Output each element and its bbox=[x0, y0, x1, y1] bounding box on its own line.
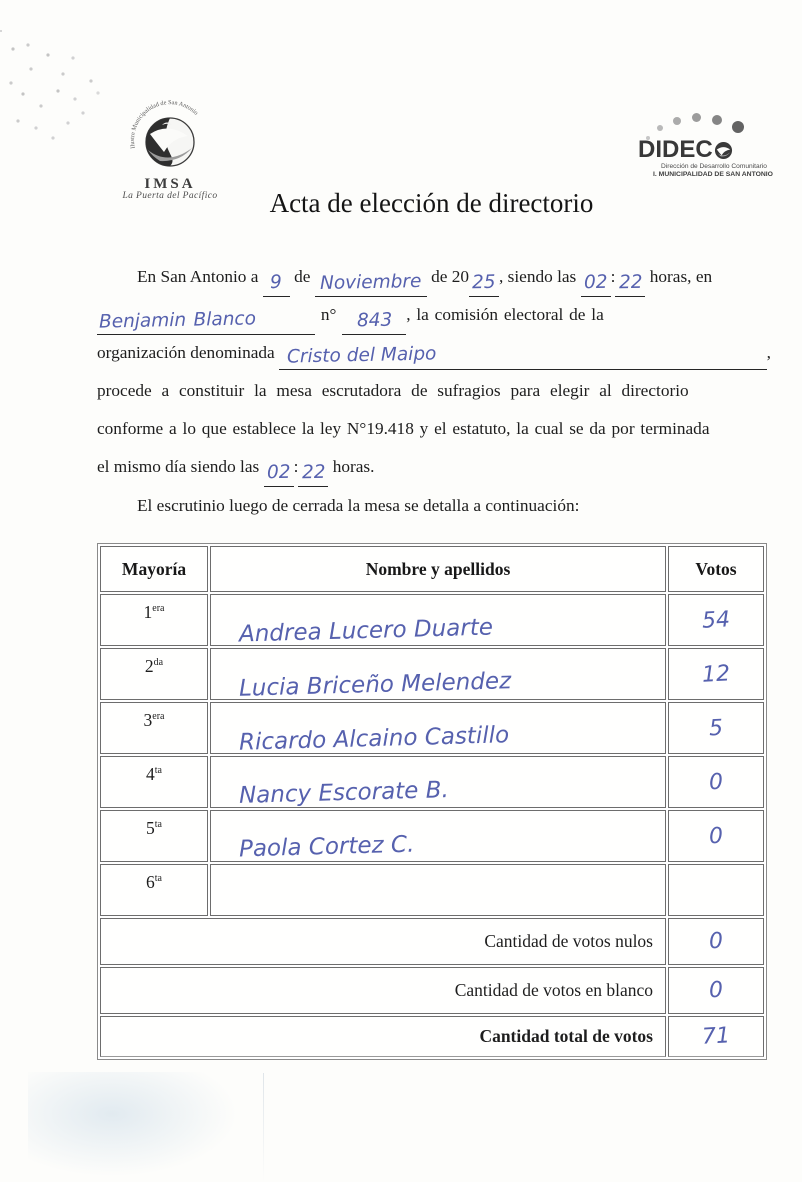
handwritten-number: 843 bbox=[356, 309, 393, 332]
rank-suffix: da bbox=[153, 657, 164, 669]
handwritten-total-value: 71 bbox=[701, 1023, 731, 1050]
results-table-wrapper bbox=[97, 543, 767, 1060]
handwritten-place-field bbox=[97, 308, 315, 335]
summary-row-blanco bbox=[100, 967, 764, 1014]
rank-number: 2 bbox=[144, 656, 154, 676]
globe-o-icon bbox=[714, 141, 733, 160]
handwritten-name: Lucia Briceño Melendez bbox=[238, 668, 512, 702]
name-cell bbox=[210, 756, 666, 808]
votes-cell bbox=[668, 648, 764, 700]
rank-suffix: era bbox=[152, 603, 165, 615]
text-segment: n° bbox=[320, 305, 337, 324]
table-row bbox=[100, 810, 764, 862]
text-segment: , siendo las bbox=[499, 267, 577, 286]
name-cell bbox=[210, 594, 666, 646]
dideco-dot-icon bbox=[732, 121, 744, 133]
handwritten-votes: 54 bbox=[701, 606, 731, 634]
summary-value-cell bbox=[668, 918, 764, 965]
handwritten-minute: 22 bbox=[618, 271, 643, 294]
imsa-logo bbox=[110, 94, 230, 201]
dideco-wordmark: DIDEC bbox=[638, 136, 713, 163]
imsa-acronym: IMSA bbox=[144, 176, 196, 192]
table-row bbox=[100, 864, 764, 916]
votes-cell bbox=[668, 702, 764, 754]
summary-label-total: Cantidad total de votos bbox=[100, 1016, 666, 1057]
dideco-dot-icon bbox=[692, 113, 701, 122]
text-segment: de 20 bbox=[431, 267, 469, 286]
handwritten-votes: 12 bbox=[701, 660, 731, 688]
rank-suffix: era bbox=[152, 711, 165, 723]
table-row bbox=[100, 702, 764, 754]
handwritten-name: Andrea Lucero Duarte bbox=[238, 614, 494, 648]
dideco-dot-icon bbox=[712, 115, 722, 125]
header-nombre: Nombre y apellidos bbox=[210, 546, 666, 592]
handwritten-nulos-value: 0 bbox=[708, 928, 724, 955]
handwritten-name: Nancy Escorate B. bbox=[238, 777, 450, 809]
imsa-tagline: La Puerta del Pacífico bbox=[122, 191, 218, 201]
name-cell bbox=[210, 648, 666, 700]
handwritten-hour-field bbox=[581, 270, 611, 297]
paragraph-line-1 bbox=[97, 258, 771, 296]
handwritten-name: Ricardo Alcaino Castillo bbox=[238, 722, 510, 756]
rank-suffix: ta bbox=[154, 819, 162, 831]
rank-cell bbox=[100, 702, 208, 754]
handwritten-day-field bbox=[263, 270, 290, 297]
rank-cell bbox=[100, 648, 208, 700]
paragraph-line-2 bbox=[97, 296, 771, 334]
dideco-dot-icon bbox=[673, 117, 681, 125]
rank-suffix: ta bbox=[154, 873, 162, 885]
handwritten-day: 9 bbox=[270, 271, 283, 294]
scan-speckles bbox=[0, 30, 2, 32]
summary-label: Cantidad de votos nulos bbox=[100, 918, 666, 965]
paragraph-line-5: conforme a lo que establece la ley N°19.418 y el estatuto, la cual se da por terminada bbox=[97, 419, 710, 438]
name-cell bbox=[210, 702, 666, 754]
summary-label: Cantidad de votos en blanco bbox=[100, 967, 666, 1014]
handwritten-hour2: 02 bbox=[266, 461, 291, 484]
rank-cell bbox=[100, 756, 208, 808]
text-segment: : bbox=[293, 457, 299, 476]
votes-cell bbox=[668, 810, 764, 862]
document-title: Acta de elección de directorio bbox=[269, 188, 594, 218]
handwritten-votes: 0 bbox=[708, 823, 724, 849]
paragraph-line-6 bbox=[97, 448, 771, 486]
text-segment: horas, en bbox=[649, 267, 713, 286]
table-header-row bbox=[100, 546, 764, 592]
text-segment: de bbox=[294, 267, 311, 286]
handwritten-place: Benjamin Blanco bbox=[98, 308, 257, 333]
dideco-subtitle-1: Dirección de Desarrollo Comunitario bbox=[661, 163, 767, 170]
name-cell bbox=[210, 810, 666, 862]
handwritten-name: Paola Cortez C. bbox=[238, 831, 415, 863]
handwritten-organization: Cristo del Maipo bbox=[286, 342, 437, 368]
rank-suffix: ta bbox=[154, 765, 162, 777]
table-row bbox=[100, 648, 764, 700]
scrutiny-intro-line: El escrutinio luego de cerrada la mesa se detalla a continuación: bbox=[137, 496, 580, 515]
header-mayoria: Mayoría bbox=[100, 546, 208, 592]
text-segment: el mismo día siendo las bbox=[97, 457, 260, 476]
table-row bbox=[100, 756, 764, 808]
handwritten-votes: 5 bbox=[708, 715, 724, 741]
votes-cell bbox=[668, 756, 764, 808]
text-segment: En San Antonio a bbox=[137, 267, 259, 286]
summary-row-total bbox=[100, 1016, 764, 1057]
paragraph-line-4: procede a constituir la mesa escrutadora de sufragios para elegir al directorio bbox=[97, 381, 689, 400]
handwritten-month: Noviembre bbox=[319, 270, 422, 295]
scan-smudge bbox=[28, 1072, 238, 1177]
rank-number: 6 bbox=[146, 872, 155, 892]
handwritten-blanco-value: 0 bbox=[708, 977, 724, 1004]
dideco-dot-icon bbox=[657, 125, 663, 131]
handwritten-minute2-field bbox=[298, 460, 328, 487]
votes-cell bbox=[668, 864, 764, 916]
rank-number: 5 bbox=[146, 818, 155, 838]
votes-cell bbox=[668, 594, 764, 646]
main-paragraph bbox=[97, 258, 771, 486]
handwritten-number-field bbox=[342, 308, 406, 335]
rank-number: 3 bbox=[143, 710, 153, 730]
imsa-emblem-icon bbox=[110, 94, 230, 172]
rank-cell bbox=[100, 864, 208, 916]
dideco-subtitle-2: I. MUNICIPALIDAD DE SAN ANTONIO bbox=[653, 171, 773, 178]
table-row bbox=[100, 594, 764, 646]
fold-crease bbox=[263, 1073, 264, 1182]
handwritten-minute-field bbox=[615, 270, 645, 297]
rank-number: 4 bbox=[146, 764, 155, 784]
handwritten-hour: 02 bbox=[583, 271, 608, 294]
results-table bbox=[98, 544, 766, 1059]
rank-number: 1 bbox=[143, 602, 153, 622]
handwritten-month-field bbox=[315, 270, 427, 297]
handwritten-minute2: 22 bbox=[301, 461, 326, 484]
name-cell bbox=[210, 864, 666, 916]
handwritten-hour2-field bbox=[264, 460, 294, 487]
summary-total-cell bbox=[668, 1016, 764, 1057]
rank-cell bbox=[100, 810, 208, 862]
text-segment: horas. bbox=[332, 457, 375, 476]
text-segment: organización denominada bbox=[97, 343, 275, 362]
svg-text:Ilustre Municipalidad de San A: Ilustre Municipalidad de San Antonio bbox=[128, 99, 200, 150]
summary-row-nulos bbox=[100, 918, 764, 965]
text-segment: : bbox=[610, 267, 616, 286]
handwritten-year-field bbox=[469, 270, 499, 297]
rank-cell bbox=[100, 594, 208, 646]
handwritten-votes: 0 bbox=[708, 769, 724, 795]
paragraph-line-3 bbox=[97, 334, 771, 372]
handwritten-organization-field bbox=[279, 343, 767, 370]
handwritten-year: 25 bbox=[472, 271, 496, 294]
summary-value-cell bbox=[668, 967, 764, 1014]
text-segment: , la comisión electoral de la bbox=[406, 305, 604, 324]
header-votos: Votos bbox=[668, 546, 764, 592]
text-segment: , bbox=[766, 343, 771, 362]
